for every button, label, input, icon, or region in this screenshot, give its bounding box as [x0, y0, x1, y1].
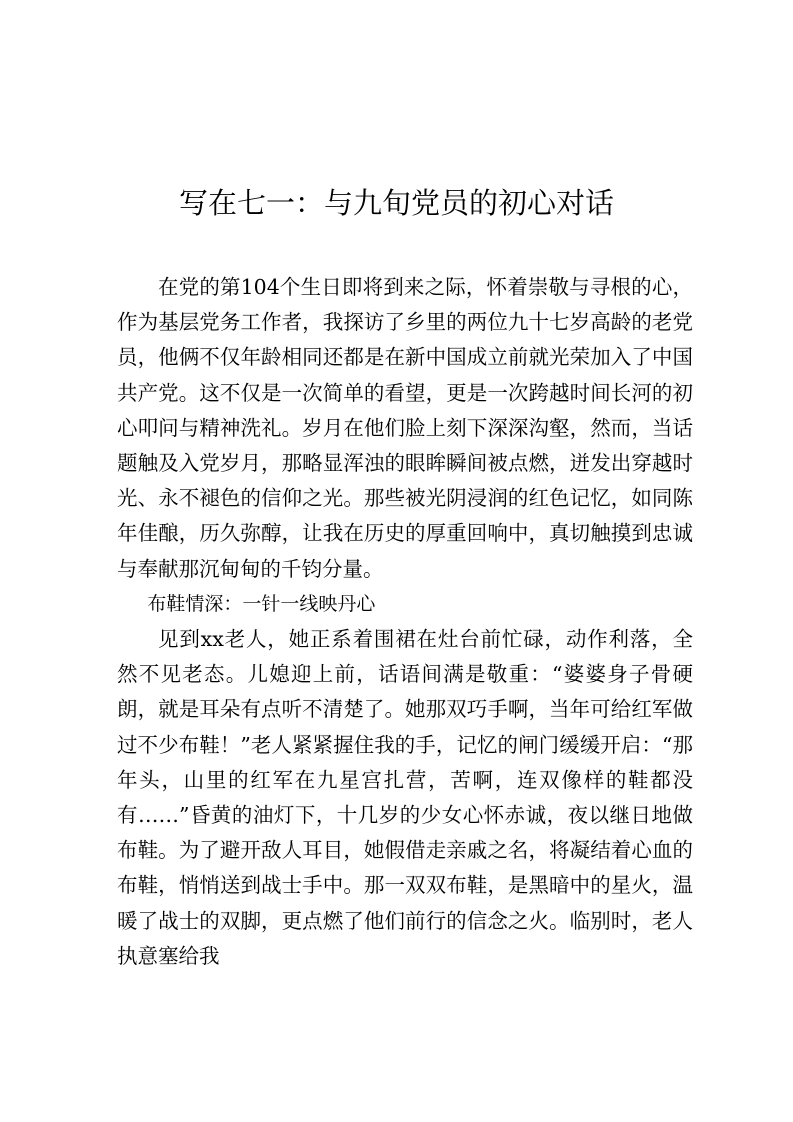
intro-paragraph: 在党的第104个生日即将到来之际，怀着崇敬与寻根的心，作为基层党务工作者，我探访了乡里的两位九十七岁高龄的老党员，他俩不仅年龄相同还都是在新中国成立前就光荣加入了中国共产党。这不仅是一次简单的看望，更是一次跨越时间长河的初心叩问与精神洗礼。岁月在他们脸上刻下深深沟壑，然而，当话题触及入党岁月，那略显浑浊的眼眸瞬间被点燃，迸发出穿越时光、永不褪色的信仰之光。那些被光阴浸润的红色记忆，如同陈年佳酿，历久弥醇，让我在历史的厚重回响中，真切触摸到忠诚与奉献那沉甸甸的千钧分量。 [117, 275, 693, 581]
section-paragraph: 见到xx老人，她正系着围裙在灶台前忙碌，动作利落，全然不见老态。儿媳迎上前，话语间满是敬重：“婆婆身子骨硬朗，就是耳朵有点听不清楚了。她那双巧手啊，当年可给红军做过不少布鞋！”老人紧紧握住我的手，记忆的闸门缓缓开启：“那年头，山里的红军在九星宫扎营，苦啊，连双像样的鞋都没有……”昏黄的油灯下，十几岁的少女心怀赤诚，夜以继日地做布鞋。为了避开敌人耳目，她假借走亲戚之名，将凝结着心血的布鞋，悄悄送到战士手中。那一双双布鞋，是黑暗中的星火，温暖了战士的双脚，更点燃了他们前行的信念之火。临别时，老人执意塞给我 [117, 627, 693, 968]
document-title: 写在七一：与九旬党员的初心对话 [178, 186, 614, 220]
document-body [117, 270, 693, 974]
section-heading: 布鞋情深：一针一线映丹心 [147, 592, 376, 615]
